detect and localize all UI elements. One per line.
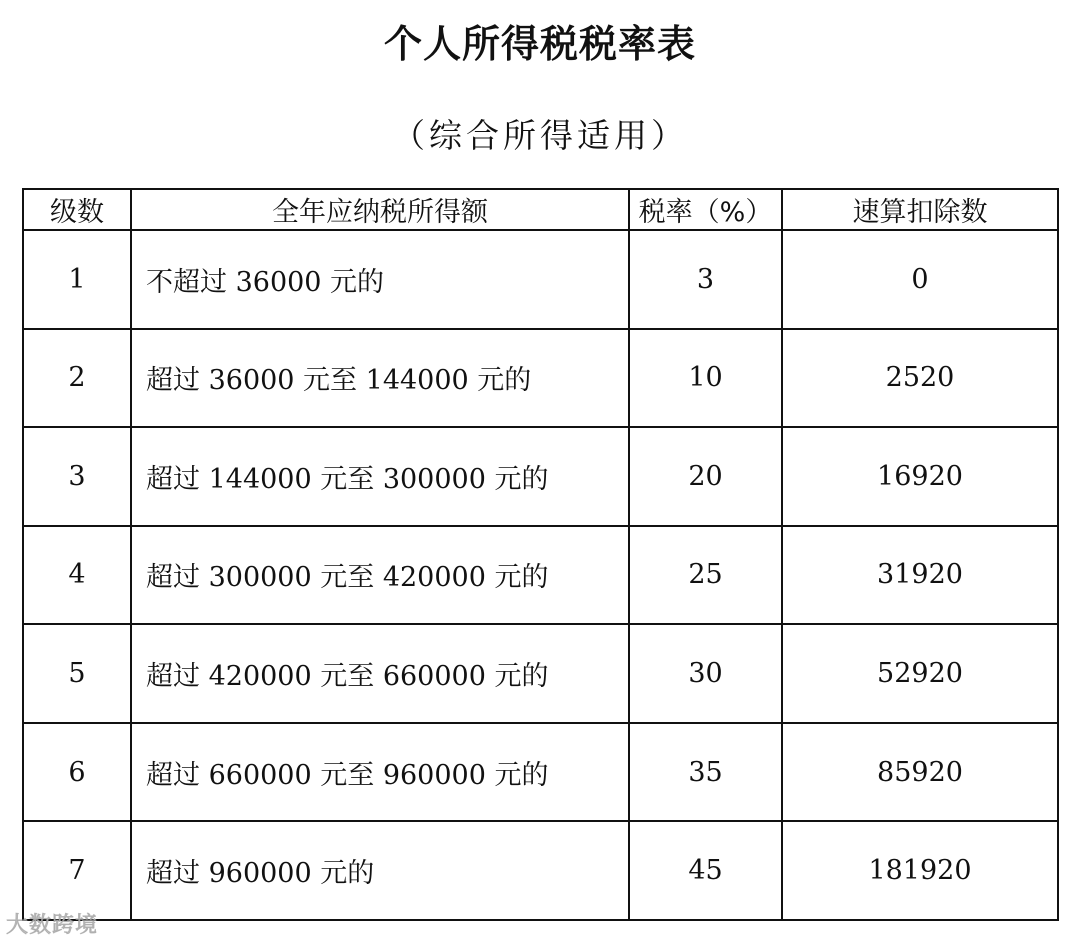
cell-deduction: 2520 [782,329,1058,428]
cell-level: 1 [23,230,131,329]
tax-rate-table [22,188,1059,921]
cell-deduction: 85920 [782,723,1058,822]
cell-range: 超过 36000 元至 144000 元的 [131,329,629,428]
cell-rate: 35 [629,723,782,822]
page-subtitle: （综合所得适用） [392,116,688,155]
table-row [23,526,1058,625]
cell-level: 4 [23,526,131,625]
header-quick-deduction: 速算扣除数 [782,189,1058,230]
cell-level: 6 [23,723,131,822]
table-row [23,624,1058,723]
cell-deduction: 31920 [782,526,1058,625]
cell-deduction: 52920 [782,624,1058,723]
cell-range: 超过 420000 元至 660000 元的 [131,624,629,723]
cell-range: 不超过 36000 元的 [131,230,629,329]
cell-level: 7 [23,821,131,920]
table-row [23,329,1058,428]
cell-deduction: 16920 [782,427,1058,526]
header-tax-rate: 税率（%） [629,189,782,230]
cell-range: 超过 144000 元至 300000 元的 [131,427,629,526]
cell-deduction: 181920 [782,821,1058,920]
cell-range: 超过 300000 元至 420000 元的 [131,526,629,625]
table-row [23,821,1058,920]
header-level: 级数 [23,189,131,230]
watermark: 大数跨境 [6,913,99,938]
header-taxable-income: 全年应纳税所得额 [131,189,629,230]
cell-level: 5 [23,624,131,723]
table-row [23,427,1058,526]
cell-level: 3 [23,427,131,526]
cell-rate: 10 [629,329,782,428]
cell-rate: 45 [629,821,782,920]
cell-level: 2 [23,329,131,428]
cell-rate: 20 [629,427,782,526]
cell-rate: 30 [629,624,782,723]
page-title: 个人所得税税率表 [383,21,696,66]
cell-deduction: 0 [782,230,1058,329]
cell-range: 超过 960000 元的 [131,821,629,920]
cell-rate: 25 [629,526,782,625]
table-row [23,723,1058,822]
cell-range: 超过 660000 元至 960000 元的 [131,723,629,822]
table-row [23,230,1058,329]
table-header-row [23,189,1058,230]
cell-rate: 3 [629,230,782,329]
